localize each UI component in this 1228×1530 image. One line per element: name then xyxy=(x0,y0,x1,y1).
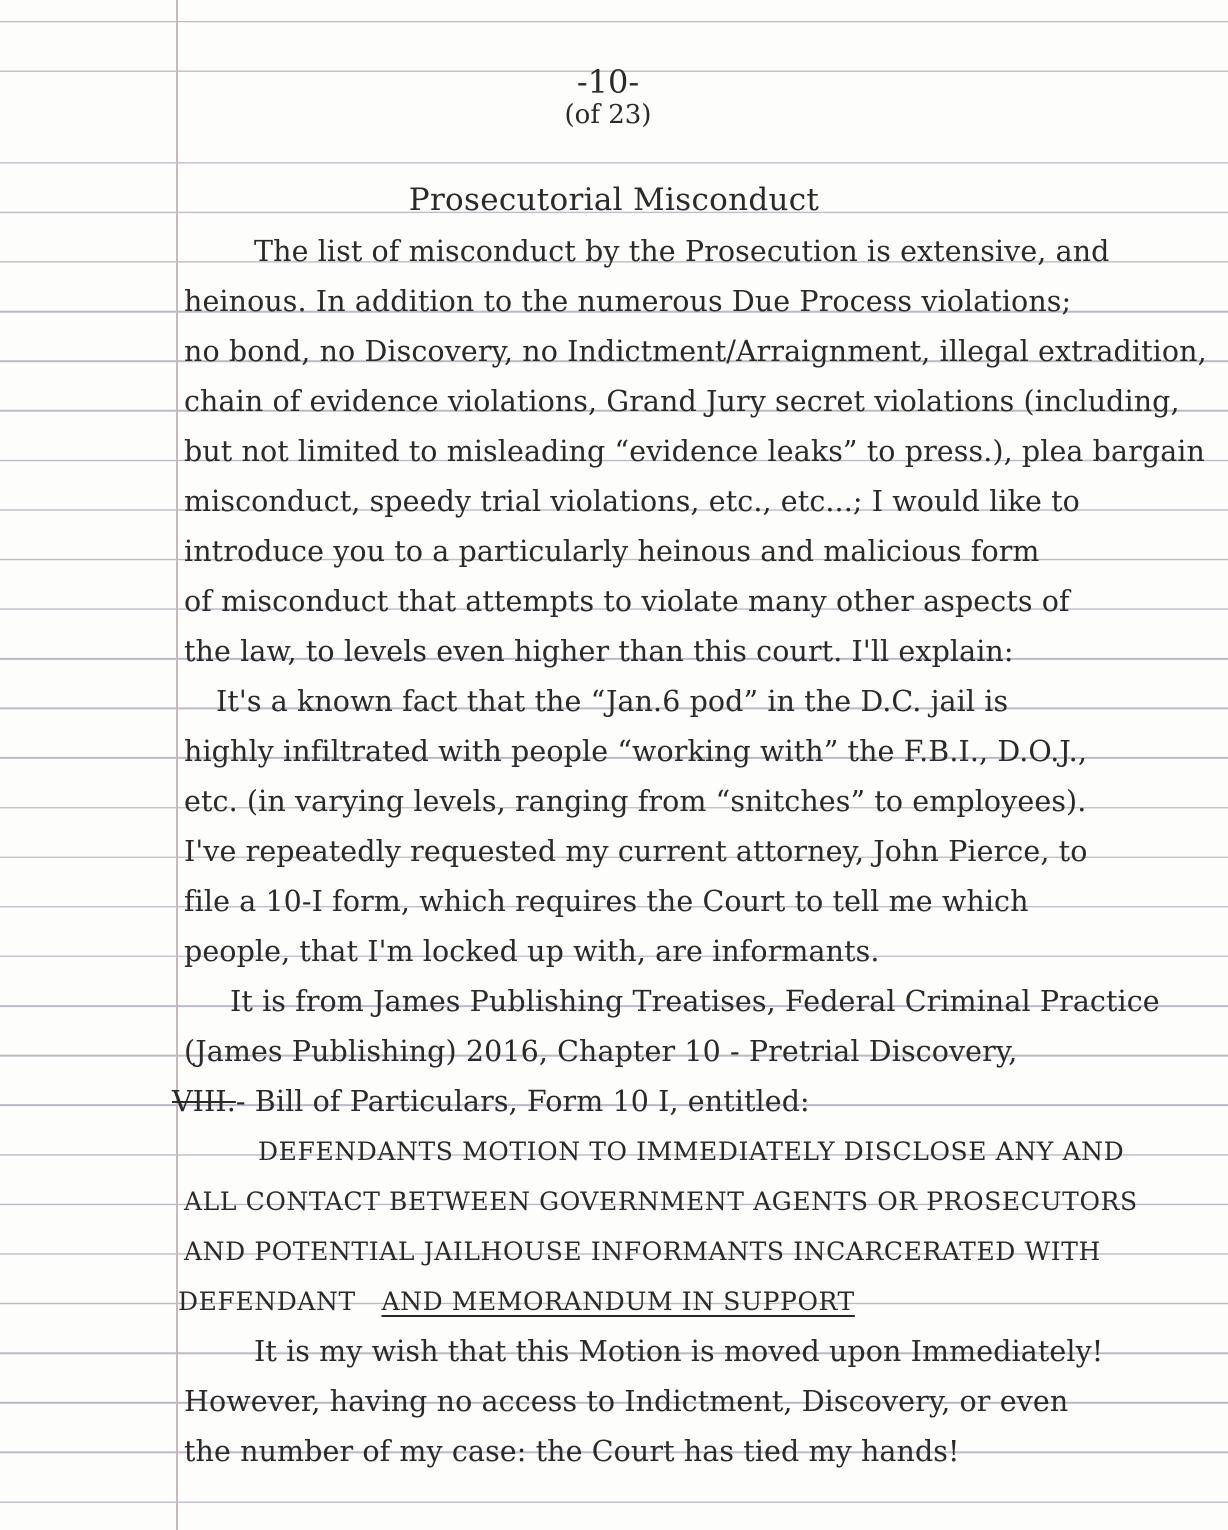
text-line: It is from James Publishing Treatises, Federal Criminal Practice xyxy=(230,985,1160,1018)
text-line: heinous. In addition to the numerous Due Process violations; xyxy=(184,285,1072,318)
text-line: - Bill of Particulars, Form 10 I, entitled: xyxy=(235,1085,810,1118)
text-line: file a 10-I form, which requires the Court to tell me which xyxy=(184,885,1029,918)
caps-line: DEFENDANTS MOTION TO IMMEDIATELY DISCLOSE ANY AND xyxy=(258,1137,1125,1166)
text-line: I've repeatedly requested my current attorney, John Pierce, to xyxy=(184,835,1088,868)
text-line: DEFENDANT xyxy=(178,1287,356,1316)
caps-line-with-underline xyxy=(178,1282,1208,1322)
text-line-with-strike xyxy=(172,1082,1202,1122)
text-line: (James Publishing) 2016, Chapter 10 - Pretrial Discovery, xyxy=(184,1035,1018,1068)
text-line: introduce you to a particularly heinous and malicious form xyxy=(184,535,1040,568)
text-line: of misconduct that attempts to violate many other aspects of xyxy=(184,585,1070,618)
struck-text: VIII. xyxy=(172,1085,236,1118)
caps-line: AND POTENTIAL JAILHOUSE INFORMANTS INCARCERATED WITH xyxy=(184,1237,1101,1266)
caps-line: ALL CONTACT BETWEEN GOVERNMENT AGENTS OR PROSECUTORS xyxy=(184,1187,1138,1216)
text-line: The list of misconduct by the Prosecution is extensive, and xyxy=(254,235,1110,268)
text-line: It's a known fact that the “Jan.6 pod” in the D.C. jail is xyxy=(216,685,1009,718)
section-title: Prosecutorial Misconduct xyxy=(408,182,820,218)
text-line: highly infiltrated with people “working with” the F.B.I., D.O.J., xyxy=(184,735,1087,768)
text-line: It is my wish that this Motion is moved upon Immediately! xyxy=(254,1335,1104,1368)
text-line: but not limited to misleading “evidence leaks” to press.), plea bargain xyxy=(184,435,1205,468)
text-line: misconduct, speedy trial violations, etc., etc...; I would like to xyxy=(184,485,1080,518)
page-number: -10- xyxy=(576,63,640,101)
text-line: However, having no access to Indictment, Discovery, or even xyxy=(184,1385,1069,1418)
text-line: etc. (in varying levels, ranging from “snitches” to employees). xyxy=(184,785,1087,818)
page-header xyxy=(0,64,1228,131)
page-count: (of 23) xyxy=(564,99,652,130)
text-line: people, that I'm locked up with, are informants. xyxy=(184,935,880,968)
text-line: the number of my case: the Court has tied my hands! xyxy=(184,1435,960,1468)
text-line: the law, to levels even higher than this court. I'll explain: xyxy=(184,635,1014,668)
text-line: no bond, no Discovery, no Indictment/Arraignment, illegal extradition, xyxy=(184,335,1207,368)
text-line: chain of evidence violations, Grand Jury secret violations (including, xyxy=(184,385,1180,418)
underlined-text: AND MEMORANDUM IN SUPPORT xyxy=(381,1287,855,1316)
